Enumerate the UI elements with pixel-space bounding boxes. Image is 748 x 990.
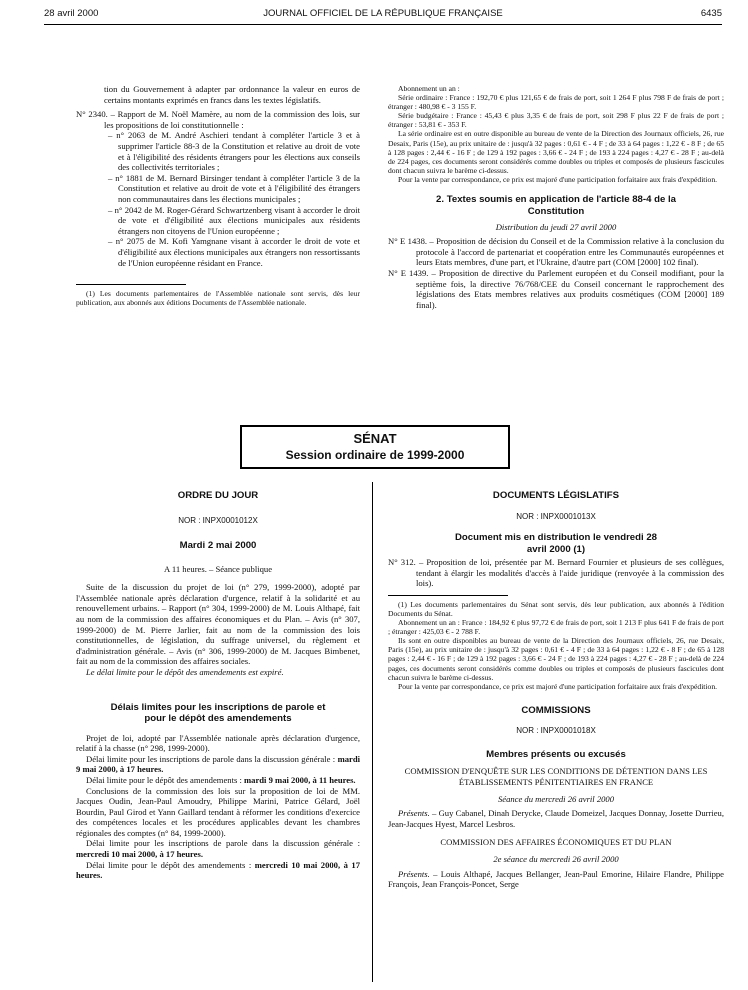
section-heading: Membres présents ou excusés (486, 748, 626, 760)
seance-date: Séance du mercredi 26 avril 2000 (497, 793, 615, 804)
list-item: – n° 2075 de M. Kofi Yamgnane visant à accorder le droit de vote et d'éligibilité aux élections municipales aux étrangers non ressortissants de l'Union européenne résidant en France. (108, 236, 360, 268)
seance-date: 2e séance du mercredi 26 avril 2000 (493, 853, 619, 864)
list-item: – n° 2063 de M. André Aschieri tendant à compléter l'article 3 et à supprimer l'article 88-3 de la Constitution et relative au droit de vote et à l'éligibilité des résidents étrangers pour les élections aux conseils des collectivités territoriales ; (108, 130, 360, 173)
paragraph: N° 2340. – Rapport de M. Noël Mamère, au nom de la commission des lois, sur les propositions de loi constitutionnelle : (76, 109, 360, 130)
text: – Louis Althapé, Jacques Bellanger, Jean-Paul Emorine, Hilaire Flandre, Philippe François, Jean François-Poncet, Serge (388, 868, 724, 890)
nor-reference: NOR : INPX0001018X (516, 726, 596, 736)
paragraph (76, 838, 360, 859)
footnote: Pour la vente par correspondance, ce prix est majoré d'une participation forfaitaire aux frais d'expédition. (398, 681, 718, 691)
page-header (44, 8, 722, 22)
header-journal-title: JOURNAL OFFICIEL DE LA RÉPUBLIQUE FRANÇAISE (263, 8, 503, 19)
distribution-date: Distribution du jeudi 27 avril 2000 (495, 222, 617, 233)
text: – Guy Cabanel, Dinah Derycke, Claude Domeizel, Jacques Donnay, Josette Durrieu, Jean-Jacques Hyest, Marcel Lesbros. (388, 808, 724, 829)
top-left-column (76, 84, 360, 307)
list (76, 130, 360, 268)
commission-name: COMMISSION D'ENQUÊTE SUR LES CONDITIONS DE DÉTENTION DANS LES ÉTABLISSEMENTS PÉNITENTIAIRES EN FRANCE (404, 766, 708, 787)
section-heading: ORDRE DU JOUR (177, 490, 259, 501)
section-heading: Délais limites pour les inscriptions de parole et pour le dépôt des amendements (110, 701, 326, 725)
header-date: 28 avril 2000 (44, 8, 99, 19)
paragraph: Conclusions de la commission des lois sur la proposition de loi de MM. Jacques Oudin, Jean-Paul Amoudry, Philippe Marini, Patrice Gélard, Joël Bourdin, Paul Girod et Yann Gaillard tendant à réformer les conditions d'exercice des compétences locales et les procédures applicables devant les chambres régionales des comptes (n° 84, 1999-2000). (76, 785, 360, 838)
paragraph: N° E 1439. – Proposition de directive du Parlement européen et du Conseil modifiant, pour la septième fois, la directive 76/768/CEE du Conseil concernant le rapprochement des législations des Etats membres relatives aux produits cosmétiques (COM [2000] 189 final). (388, 267, 724, 310)
commission-name: COMMISSION DES AFFAIRES ÉCONOMIQUES ET DU PLAN (440, 837, 672, 848)
paragraph: N° E 1438. – Proposition de décision du Conseil et de la Commission relative à la conclusion du protocole à l'accord de partenariat et coopération entre les Communautés européennes et leurs Etats membres, d'une part, et l'Ukraine, d'autre part (COM [2000] 102 final). (388, 236, 724, 268)
senat-title-box (240, 425, 510, 469)
section-heading: 2. Textes soumis en application de l'article 88-4 de la Constitution (436, 194, 676, 217)
paragraph (388, 808, 724, 829)
footnote-rule (76, 284, 186, 285)
session-title: Session ordinaire de 1999-2000 (285, 448, 465, 462)
paragraph (76, 860, 360, 881)
section-heading: Document mis en distribution le vendredi 28 avril 2000 (1) (454, 532, 658, 555)
paragraph: Série budgétaire : France : 45,43 € plus 3,35 € de frais de port, soit 298 F plus 22 F de frais de port ; étranger : 53,81 € - 353 F. (388, 111, 724, 130)
deadline: mercredi 10 mai 2000, à 17 heures. (76, 849, 203, 860)
paragraph: Pour la vente par correspondance, ce prix est majoré d'une participation forfaitaire aux frais d'expédition. (398, 174, 718, 184)
deadline: mardi 9 mai 2000, à 17 heures. (76, 753, 360, 775)
column-divider (372, 482, 373, 982)
footnote: Ils sont en outre disponibles au bureau de vente de la Direction des Journaux officiels, 26, rue Desaix, Paris (15e), au prix unitaire de : jusqu'à 32 pages : 0,61 € - 4 F ; de 33 à 64 pages : 1,22 € - 8 F ; de 65 à 128 pages : 2,44 € - 16 F ; de 129 à 192 pages : 3,66 € - 24 F ; de 193 à 224 pages : 4,27 € - 28 F ; au-delà de 224 pages, ces documents seront considérés comme doubles ou triples et composés de plusieurs fascicules dont chacun suivra le barème ci-dessus. (388, 636, 724, 682)
section-heading: COMMISSIONS (521, 704, 591, 716)
paragraph (388, 869, 724, 890)
paragraph (76, 754, 360, 775)
deadline: mardi 9 mai 2000, à 11 heures. (244, 774, 356, 785)
paragraph (76, 775, 360, 786)
text: Délai limite pour les inscriptions de parole dans la discussion générale : (86, 838, 360, 849)
header-rule (44, 24, 722, 25)
paragraph: Suite de la discussion du projet de loi (n° 279, 1999-2000), adopté par l'Assemblée nationale après déclaration d'urgence, relatif à la solidarité et au renouvellement urbains. – Rapport (n° 304, 1999-2000) de M. Louis Althapé, fait au nom de la commission des affaires économiques et du Plan. – Avis (n° 307, 1999-2000) de M. Pierre Jarlier, fait au nom de la commission des lois constitutionnelles, de législation, du suffrage universel, du règlement et d'administration générale. – Avis (n° 306, 1999-2000) de M. Jacques Bimbenet, fait au nom de la commission des affaires sociales. (76, 582, 360, 667)
label: Présents. (398, 868, 430, 879)
top-right-column (388, 84, 724, 310)
footnote: (1) Les documents parlementaires du Sénat sont servis, dès leur publication, aux abonnés à l'édition Documents du Sénat. (388, 599, 724, 618)
nor-reference: NOR : INPX0001013X (516, 511, 596, 521)
bottom-right-column (388, 490, 724, 890)
paragraph: tion du Gouvernement à adapter par ordonnance la valeur en euros de certains montants exprimés en francs dans les textes législatifs. (104, 84, 360, 105)
footnote: (1) Les documents parlementaires de l'Assemblée nationale sont servis, dès leur publication, aux abonnés aux éditions Documents de l'Assemblée nationale. (76, 289, 360, 308)
deadline: mercredi 10 mai 2000, à 17 heures. (76, 859, 360, 881)
paragraph: Le délai limite pour le dépôt des amendements est expiré. (86, 666, 284, 677)
paragraph: Série ordinaire : France : 192,70 € plus 121,65 € de frais de port, soit 1 264 F plus 798 F de frais de port ; étranger : 480,98 € - 3 155 F. (388, 93, 724, 112)
paragraph: Abonnement un an : (398, 84, 460, 93)
text: Délai limite pour le dépôt des amendements : (86, 774, 244, 785)
section-heading: DOCUMENTS LÉGISLATIFS (492, 490, 620, 501)
label: Présents. (398, 808, 430, 819)
session-date: Mardi 2 mai 2000 (179, 540, 257, 552)
paragraph: La série ordinaire est en outre disponible au bureau de vente de la Direction des Journaux officiels, 26, rue Desaix, Paris (15e), au prix unitaire de : jusqu'à 32 pages : 0,61 € - 4 F ; de 33 à 64 pages : 1,22 € - 8 F ; de 65 à 128 pages : 2,44 € - 16 F ; de 129 à 192 pages : 3,66 € - 24 F ; de 193 à 224 pages : 4,27 € - 28 F ; au-delà de 224 pages, ces documents seront considérés comme doubles ou triples et composés de plusieurs fascicules dont chacun suivra le barème ci-dessus. (388, 129, 724, 175)
list-item: – n° 1881 de M. Bernard Birsinger tendant à compléter l'article 3 de la Constitution et relative au droit de vote et à l'éligibilité des étrangers non communautaires dans les élections municipales ; (108, 172, 360, 204)
paragraph: N° 312. – Proposition de loi, présentée par M. Bernard Fournier et plusieurs de ses collègues, tendant à élargir les modalités d'accès à l'aide juridique (renvoyée à la commission des lois). (388, 557, 724, 589)
paragraph: Projet de loi, adopté par l'Assemblée nationale après déclaration d'urgence, relatif à la chasse (n° 298, 1999-2000). (76, 732, 360, 754)
senat-title: SÉNAT (353, 431, 397, 446)
header-page-number: 6435 (700, 8, 722, 19)
list-item: – n° 2042 de M. Roger-Gérard Schwartzenberg visant à accorder le droit de vote et d'éligibilité aux élections municipales aux résidents étrangers non citoyens de l'Union européenne ; (108, 204, 360, 236)
footnote: Abonnement un an : France : 184,92 € plus 97,72 € de frais de port, soit 1 213 F plus 641 F de frais de port ; étranger : 425,03 € - 2 788 F. (388, 618, 724, 637)
text: Délai limite pour les inscriptions de parole dans la discussion générale : (86, 753, 338, 764)
session-time: A 11 heures. – Séance publique (163, 563, 273, 574)
bottom-left-column (76, 490, 360, 881)
text: Délai limite pour le dépôt des amendements : (86, 859, 255, 870)
nor-reference: NOR : INPX0001012X (178, 515, 258, 525)
footnote-rule (388, 595, 508, 596)
